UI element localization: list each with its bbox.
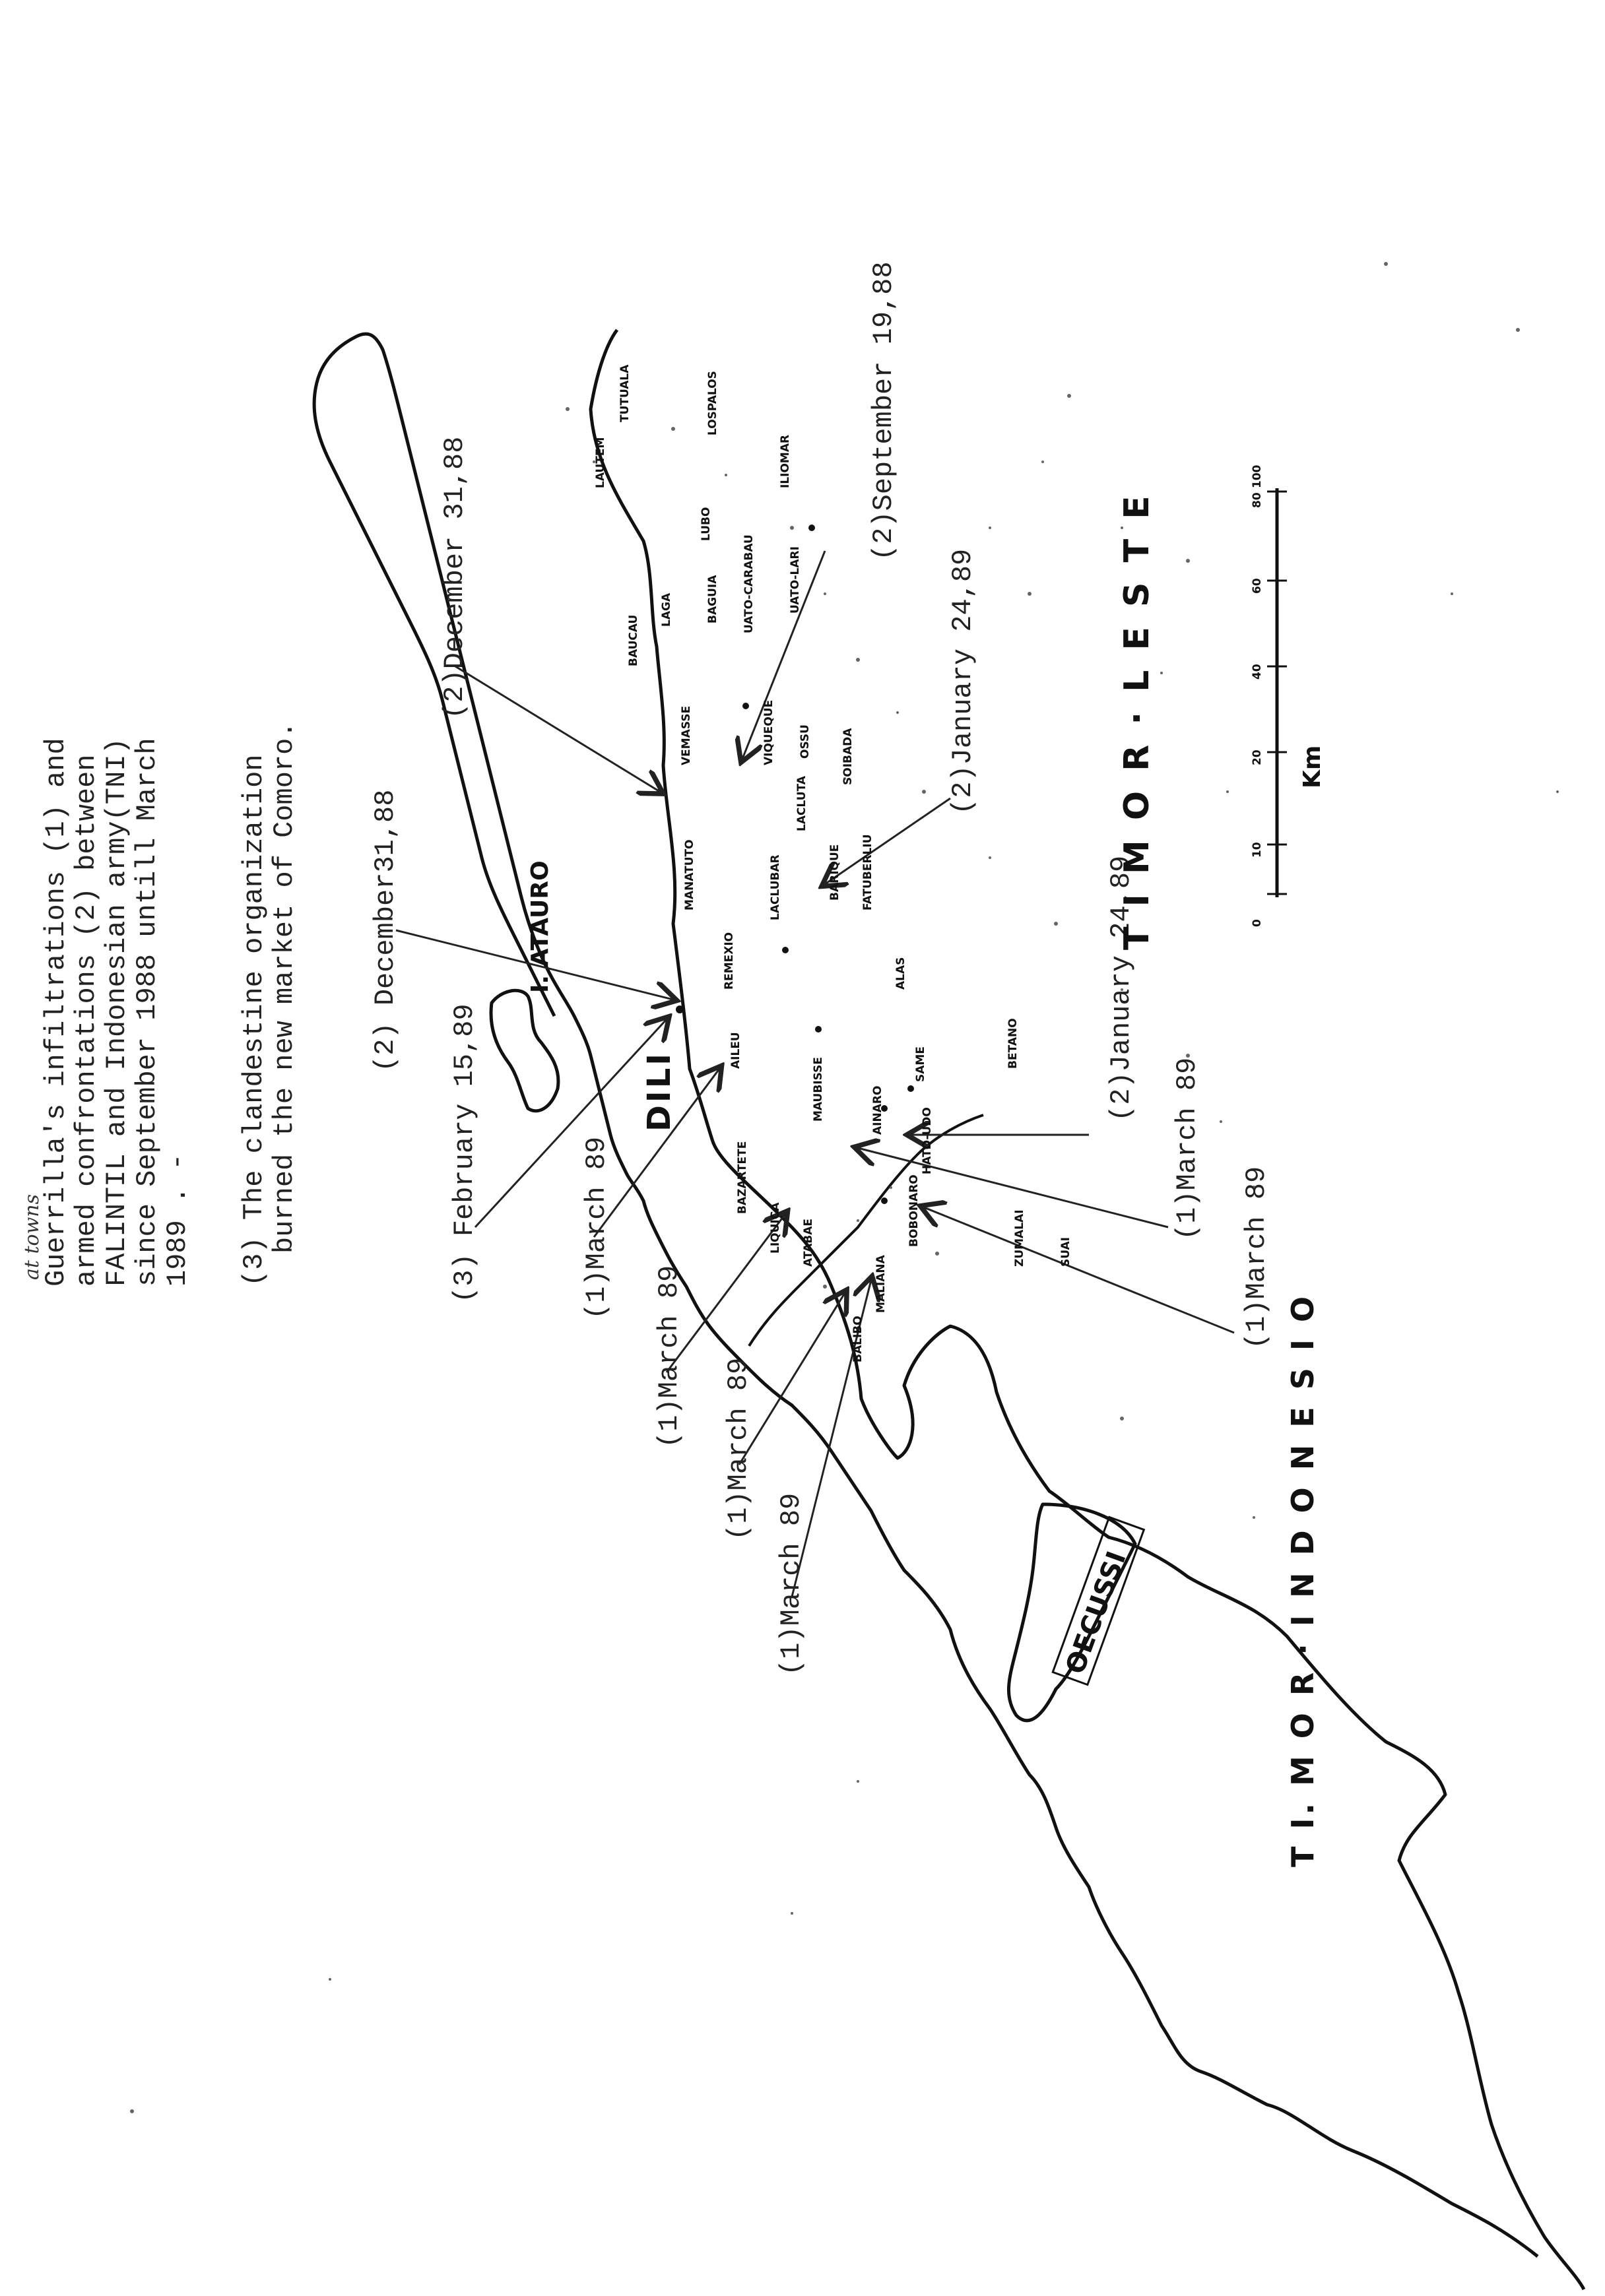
- event-label-dec31-dili: (2) December31,88: [370, 789, 401, 1072]
- place-tutuala: TUTUALA: [618, 364, 632, 422]
- event-label-dec31-baucau: (2)December 31,88: [439, 436, 471, 719]
- place-aileu: AILEU: [729, 1032, 742, 1069]
- place-ainaro: AINARO: [871, 1085, 884, 1135]
- place-labels: [594, 364, 1072, 1362]
- scale-unit: Km: [1299, 745, 1326, 788]
- place-barique: BARIQUE: [828, 844, 841, 901]
- place-lautem: LAUTEM: [594, 437, 607, 488]
- place-betano: BETANO: [1006, 1018, 1020, 1069]
- legend-line-3: FALINTIL and Indonesian army(TNI): [101, 738, 133, 1287]
- place-iliomar: ILIOMAR: [779, 434, 792, 488]
- legend-line-1: Guerrilla's infiltrations (1) and: [40, 738, 72, 1287]
- place-vemasse: VEMASSE: [680, 705, 693, 765]
- arrow-march-balibo: [739, 1293, 845, 1465]
- event-label-march-atabae: (1)March 89: [653, 1265, 685, 1448]
- place-alas: ALAS: [894, 957, 907, 990]
- place-suai: SUAI: [1059, 1236, 1072, 1267]
- event-label-march-maliana: (1)March 89: [775, 1492, 807, 1676]
- event-label-march-liquica: (1)March 89: [581, 1136, 612, 1320]
- place-lubo: LUBO: [700, 507, 713, 541]
- place-uato-lari: UATO-LARI: [789, 546, 802, 614]
- event-label-feb15: (3) February 15,89: [449, 1004, 480, 1303]
- scale-tick-60: 60: [1251, 578, 1264, 594]
- scale-tick-0: 0: [1251, 919, 1264, 927]
- place-zumalai: ZUMALAI: [1013, 1209, 1026, 1267]
- oecussi-label-group: [1053, 1517, 1144, 1684]
- place-laclubar: LACLUBAR: [769, 854, 782, 920]
- legend-line-4: since September 1988 untill March: [131, 738, 163, 1287]
- place-baguia: BAGUIA: [706, 575, 719, 623]
- place-hato-udo: HATO-UDO: [921, 1107, 934, 1174]
- event-label-sep19: (2)September 19,88: [868, 261, 900, 561]
- scale-tick-20: 20: [1251, 749, 1264, 765]
- place-lospalos: LOSPALOS: [706, 371, 719, 435]
- arrow-feb15: [475, 1019, 667, 1227]
- note-line-2: burned the new market of Comoro.: [269, 721, 300, 1254]
- place-maubisse: MAUBISSE: [812, 1057, 825, 1122]
- place-bobonaro: BOBONARO: [907, 1174, 921, 1247]
- place-viqueque: VIQUEQUE: [762, 699, 775, 765]
- place-manatuto: MANATUTO: [683, 839, 696, 910]
- place-liquica: LIQUICA: [769, 1202, 782, 1254]
- event-label-march-balibo: (1)March 89: [723, 1357, 754, 1541]
- handwritten-note: at towns: [20, 1194, 44, 1280]
- scale-tick-40: 40: [1251, 664, 1264, 680]
- event-label-jan24-viqueque: (2)January 24,89: [947, 548, 979, 815]
- place-balibo: BALIBO: [851, 1316, 865, 1362]
- place-laga: LAGA: [660, 592, 673, 627]
- place-lacluta: LACLUTA: [795, 776, 808, 831]
- place-same: SAME: [914, 1046, 927, 1082]
- place-uato-carabau: UATO-CARABAU: [742, 534, 756, 633]
- atauro-outline: [491, 990, 558, 1110]
- arrow-jan24-viqueque: [825, 798, 950, 884]
- scale-tick-80: 80: [1251, 492, 1264, 508]
- legend-line-2: armed confrontations (2) between: [71, 754, 102, 1287]
- region-label-timor-leste: T I M O R · L E S T E: [1117, 492, 1157, 950]
- legend-block: [40, 721, 300, 1287]
- note-line-1: (3) The clandestine organization: [238, 754, 270, 1287]
- region-label-timor-indonesio: T I. M O R · I N D O N E S I O: [1285, 1292, 1321, 1867]
- scale-tick-10: 10: [1251, 842, 1264, 858]
- place-baucau: BAUCAU: [627, 614, 640, 666]
- place-soibada: SOIBADA: [841, 728, 855, 785]
- place-maliana: MALIANA: [874, 1255, 888, 1313]
- place-remexio: REMEXIO: [723, 932, 736, 990]
- legend-line-5: 1989 . -: [162, 1153, 193, 1287]
- capital-label-dili: DILI: [641, 1050, 678, 1132]
- scale-tick-100: 100: [1251, 464, 1264, 488]
- place-ossu: OSSU: [799, 724, 812, 759]
- place-bazartete: BAZARTETE: [736, 1141, 749, 1214]
- event-label-march-suai: (1)March 89: [1241, 1166, 1272, 1349]
- scale-bar: [1251, 464, 1326, 927]
- arrow-dec31-baucau: [455, 666, 660, 792]
- place-atabae: ATABAE: [802, 1219, 815, 1267]
- event-label-march-bobonaro: (1)March 89: [1171, 1057, 1203, 1240]
- oecussi-outline: [1008, 1504, 1135, 1721]
- place-fatuberliu: FATUBERLIU: [861, 834, 874, 910]
- region-label-oecussi: OECUSSI: [1060, 1547, 1132, 1678]
- island-label-atauro: I. ATAURO: [527, 860, 554, 993]
- event-label-jan24-ainaro: (2)January 24,89: [1105, 855, 1137, 1122]
- scan-noise: [130, 262, 1559, 2113]
